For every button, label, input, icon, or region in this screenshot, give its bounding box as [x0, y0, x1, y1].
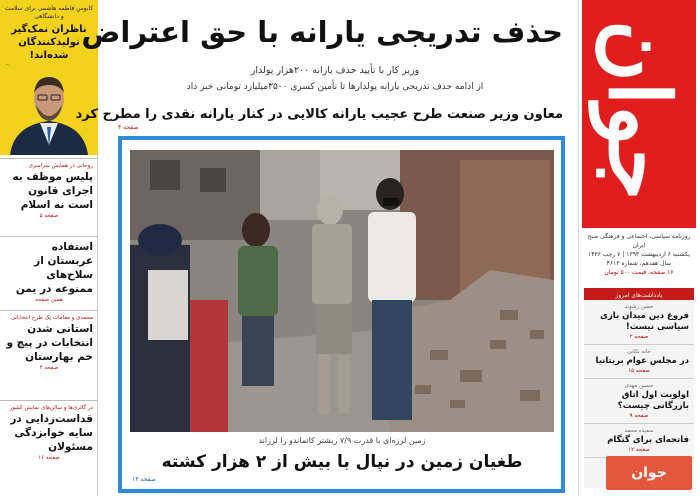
masthead-issue: سال هفدهم، شماره ۴۶۱۳	[606, 260, 672, 267]
notes-item-kicker: حسن رشوند	[624, 304, 654, 310]
notes-item-kicker: حسین مهدی	[624, 383, 654, 389]
left-story-headline: استانی شدن انتخابات در پیچ و خم بهارستان	[6, 323, 93, 363]
notes-item-headline: اولویت اول اتاق بازرگانی چیست؟	[617, 390, 689, 411]
lead-photo-frame[interactable]	[118, 136, 565, 493]
notes-item-headline: فروغ دین میدان بازی سیاسی نیست!	[600, 311, 689, 332]
second-headline[interactable]: معاون وزیر صنعت طرح عجیب یارانه کالایی در کنار یارانه نقدی را مطرح کرد	[75, 107, 563, 122]
notes-item-kicker: سعیده محمد	[624, 428, 654, 434]
left-story[interactable]	[0, 310, 98, 373]
notes-item[interactable]	[584, 379, 694, 424]
masthead-price: ۱۶ صفحه، قیمت ۵۰۰ تومان	[604, 269, 674, 276]
left-story-kicker: روحانی در همایش سراسری	[28, 163, 93, 169]
notes-item[interactable]	[584, 300, 694, 345]
photo-caption-headline: طغیان زمین در نپال با بیش از ۲ هزار کشته	[161, 452, 523, 472]
left-story-headline: پلیس موظف به اجرای قانون است نه اسلام	[12, 171, 93, 211]
notes-item[interactable]	[584, 345, 694, 379]
left-story[interactable]	[0, 236, 98, 305]
watermark-logo: جوان	[606, 456, 692, 490]
left-story-page: صفحه ۴	[39, 365, 59, 371]
second-headline-page: صفحه ۴	[118, 124, 139, 131]
earthquake-photo	[130, 150, 554, 432]
promo-kicker: کابوس فاطمه هاشمی برای سلامت و دانشگاهی	[4, 5, 94, 20]
left-story-kicker: محمدی و مقامات یک طرح انتخاباتی	[10, 315, 93, 321]
notes-item-page: صفحه ۲	[629, 334, 649, 340]
notes-item-kicker: خانه تکانی	[627, 349, 651, 355]
notes-item[interactable]	[584, 424, 694, 458]
masthead-date: یکشنبه ۶ اردیبهشت ۱۳۹۴ | ۷ رجب ۱۴۳۶	[587, 251, 691, 258]
notes-item-headline: فاتحه‌ای برای گنگام	[607, 435, 689, 445]
sub-headline: وزیر کار با تأیید حذف یارانه ۲۰۰هزار پولدار	[250, 65, 420, 76]
notes-item-headline: در مجلس عوام بریتانیا	[595, 356, 689, 366]
left-story-headline: استفاده عربستان از سلاح‌های ممنوعه در یمن	[15, 241, 93, 295]
sub-headline-detail: از ادامه حذف تدریجی یارانه پولدارها تا تأمین کسری ۳۵۰۰میلیارد تومانی خبر داد	[186, 82, 484, 92]
logo-text: جوان	[590, 19, 689, 201]
main-headline[interactable]: حذف تدریجی یارانه با حق اعتراض	[81, 15, 563, 49]
left-story[interactable]	[0, 400, 98, 463]
left-story-page: صفحه ۱۶	[38, 455, 60, 461]
earthquake-photo-image	[130, 150, 554, 432]
left-story[interactable]	[0, 158, 98, 221]
notes-item-page: صفحه ۹	[629, 413, 649, 419]
left-column	[0, 0, 98, 496]
notes-item-page: صفحه ۱۵	[628, 368, 650, 374]
left-story-page: صفحه ۵	[39, 213, 59, 219]
photo-caption-page: صفحه ۱۴	[132, 476, 156, 483]
masthead-info	[584, 232, 694, 277]
notes-item-page: صفحه ۱۲	[628, 447, 650, 453]
notes-sidebar-title: یادداشت‌های امروز	[584, 291, 694, 300]
newspaper-logo[interactable]	[582, 0, 696, 228]
left-story-headline: قداست‌زدایی در سایه خوابزدگی مسئولان	[10, 413, 93, 453]
left-story-page: همین صفحه	[35, 297, 63, 303]
photo-caption-kicker: زمین لرزه‌ای با قدرت ۷/۹ ریشتر کاتماندو را لرزاند	[258, 436, 426, 445]
masthead-info-line: روزنامه سیاسی، اجتماعی و فرهنگی صبح ایران	[587, 233, 691, 249]
left-story-kicker: در گالری‌ها و سالن‌های نمایش کشور	[9, 405, 93, 411]
promo-headline: ناظران نمک‌گیر تولیدکنندگان شده‌اند!	[11, 24, 87, 61]
masthead	[578, 0, 700, 496]
